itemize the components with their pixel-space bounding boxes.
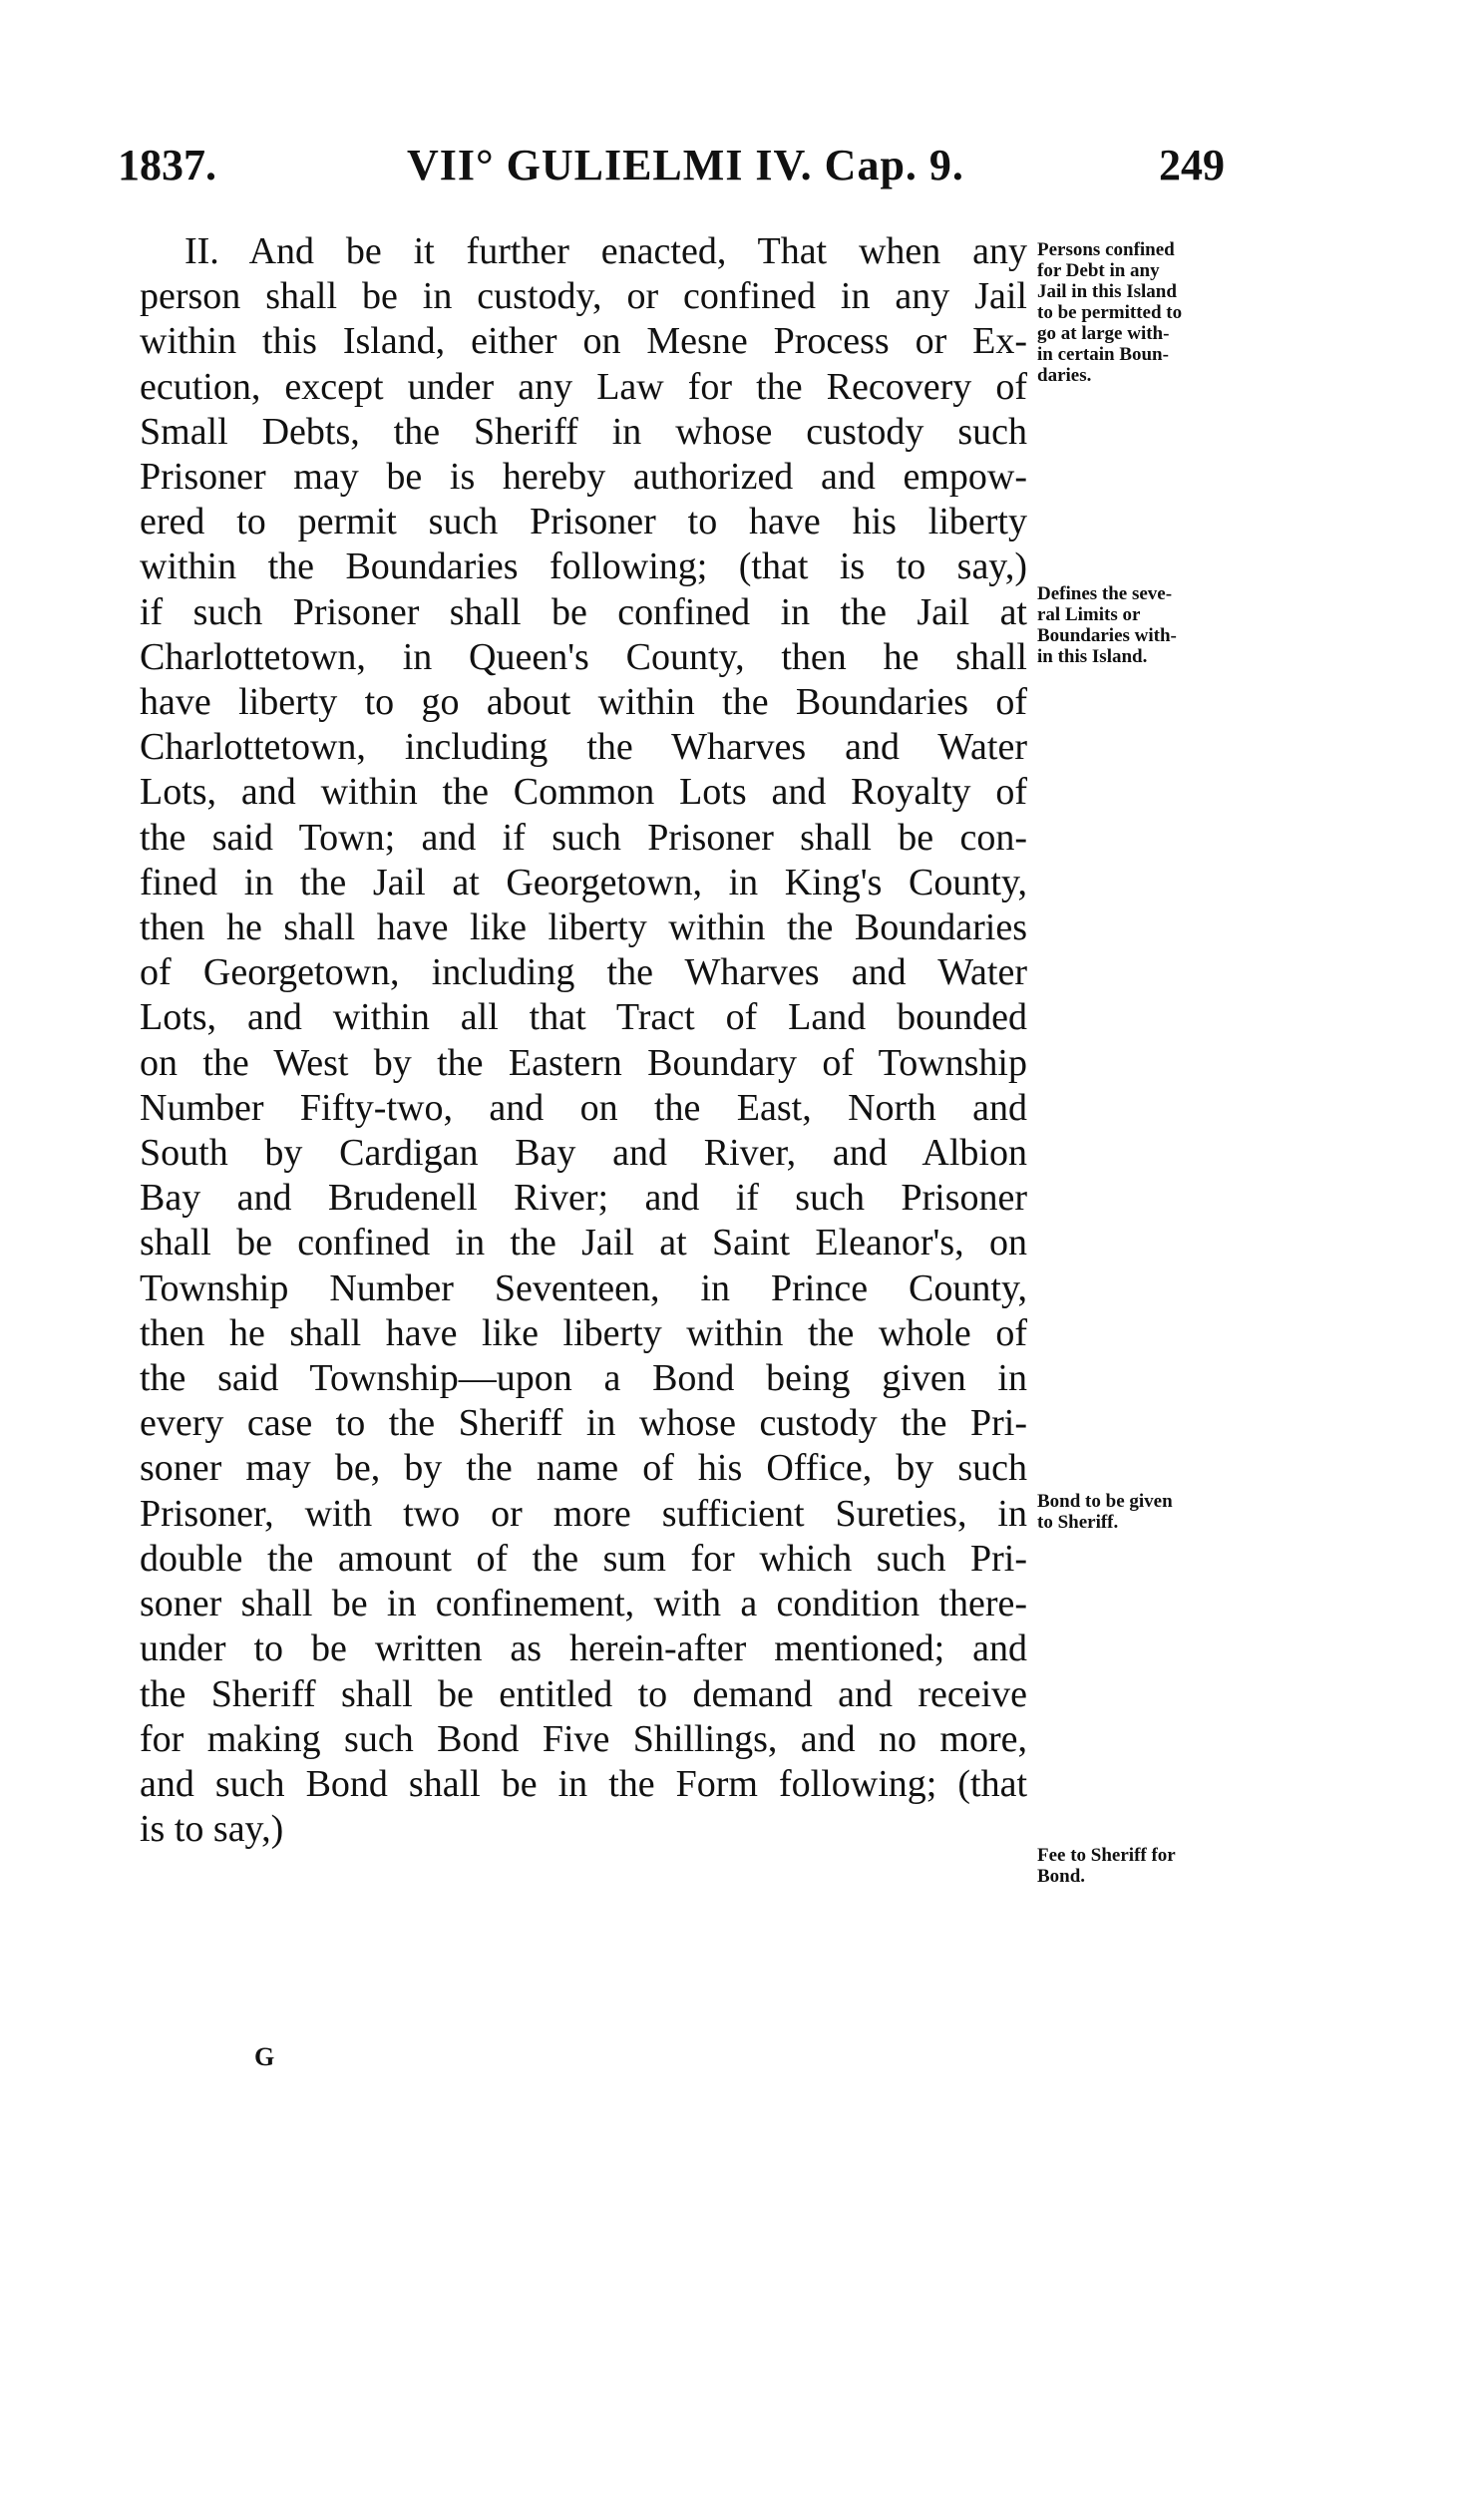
text-line: the said Township—upon a Bond being given in [140, 1357, 1027, 1400]
margin-note-line: daries. [1037, 365, 1092, 386]
text-line: Prisoner, with two or more sufficient Sureties, in [140, 1492, 1027, 1535]
text-line: shall be confined in the Jail at Saint Eleanor's, on [140, 1222, 1027, 1264]
text-line: within the Boundaries following; (that is to say,) [140, 545, 1027, 588]
margin-note-bond [1037, 1491, 1237, 1533]
margin-note-line: Jail in this Island [1037, 281, 1177, 302]
text-line: is to say,) [140, 1808, 284, 1851]
margin-note-line: ral Limits or [1037, 604, 1141, 625]
text-line: soner shall be in confinement, with a condition there- [140, 1583, 1027, 1625]
text-line: every case to the Sheriff in whose custody the Pri- [140, 1402, 1027, 1445]
text-line: on the West by the Eastern Boundary of Township [140, 1041, 1027, 1084]
text-line: under to be written as herein-after mentioned; and [140, 1627, 1027, 1670]
margin-note-fee [1037, 1845, 1237, 1887]
text-line: and such Bond shall be in the Form following; (that [140, 1762, 1027, 1805]
margin-note-line: to Sheriff. [1037, 1512, 1119, 1533]
text-line: Township Number Seventeen, in Prince County, [140, 1266, 1027, 1309]
text-line: then he shall have like liberty within the whole of [140, 1311, 1027, 1354]
margin-note-line: to be permitted to [1037, 302, 1183, 323]
margin-note-line: go at large with- [1037, 323, 1170, 344]
text-line: Small Debts, the Sheriff in whose custody such [140, 410, 1027, 453]
margin-note-line: in this Island. [1037, 646, 1148, 667]
margin-note-persons-confined [1037, 239, 1237, 386]
margin-note-line: Boundaries with- [1037, 625, 1177, 646]
text-line: then he shall have like liberty within the Boundaries [140, 906, 1027, 949]
text-line: the said Town; and if such Prisoner shall be con- [140, 816, 1027, 859]
text-line: South by Cardigan Bay and River, and Albion [140, 1132, 1027, 1175]
page-number: 249 [1159, 141, 1225, 189]
margin-note-line: Fee to Sheriff for [1037, 1845, 1176, 1866]
header-year: 1837. [118, 141, 216, 189]
text-line: Lots, and within all that Tract of Land bounded [140, 996, 1027, 1039]
text-line: fined in the Jail at Georgetown, in King's County, [140, 861, 1027, 903]
text-line: Number Fifty-two, and on the East, North and [140, 1086, 1027, 1129]
text-line: double the amount of the sum for which such Pri- [140, 1537, 1027, 1580]
running-header [118, 140, 1225, 199]
text-line: ecution, except under any Law for the Recovery of [140, 365, 1027, 408]
text-line: if such Prisoner shall be confined in the Jail at [140, 590, 1027, 633]
text-line: Lots, and within the Common Lots and Royalty of [140, 771, 1027, 814]
text-line: have liberty to go about within the Boundaries of [140, 681, 1027, 724]
margin-note-line: for Debt in any [1037, 260, 1160, 281]
text-line: person shall be in custody, or confined in any Jail [140, 275, 1027, 318]
margin-note-line: in certain Boun- [1037, 344, 1169, 365]
signature-mark: G [254, 2042, 275, 2071]
margin-note-line: Bond. [1037, 1866, 1086, 1887]
text-line: II. And be it further enacted, That when any [184, 230, 1027, 272]
text-line: soner may be, by the name of his Office, by such [140, 1447, 1027, 1490]
text-line: Charlottetown, including the Wharves and Water [140, 726, 1027, 769]
margin-note-limits [1037, 583, 1237, 667]
section-text [140, 229, 1027, 1852]
text-line: Prisoner may be is hereby authorized and empow- [140, 456, 1027, 499]
text-line: the Sheriff shall be entitled to demand and receive [140, 1672, 1027, 1715]
margin-note-line: Bond to be given [1037, 1491, 1173, 1512]
text-line: Bay and Brudenell River; and if such Prisoner [140, 1177, 1027, 1220]
header-title: VII° GULIELMI IV. Cap. 9. [407, 141, 964, 189]
text-line: ered to permit such Prisoner to have his liberty [140, 501, 1027, 543]
text-line: for making such Bond Five Shillings, and no more, [140, 1717, 1027, 1760]
margin-note-line: Defines the seve- [1037, 583, 1173, 604]
text-line: Charlottetown, in Queen's County, then he shall [140, 635, 1027, 678]
margin-note-line: Persons confined [1037, 239, 1175, 260]
text-line: of Georgetown, including the Wharves and Water [140, 951, 1027, 994]
text-line: within this Island, either on Mesne Process or Ex- [140, 320, 1027, 363]
